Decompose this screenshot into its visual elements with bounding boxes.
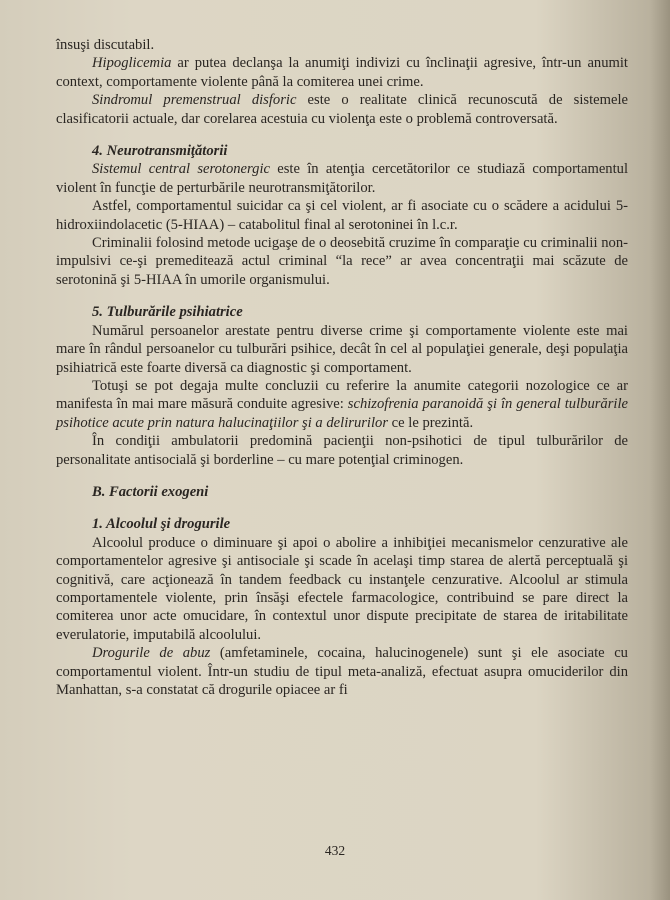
italic-text: Hipoglicemia	[92, 55, 172, 72]
body-paragraph	[56, 91, 628, 128]
body-paragraph	[56, 36, 628, 54]
italic-text: Sindromul premenstrual disforic	[92, 92, 297, 109]
section-spacer	[56, 469, 628, 483]
section-heading: B. Factorii exogeni	[92, 483, 209, 500]
paragraph-text: În condiţii ambulatorii predomină pacienţii non-psihotici de tipul tulburărilor de personalitate antisocială şi borderline – cu mare potenţial criminogen.	[56, 433, 628, 468]
paragraph-text: Numărul persoanelor arestate pentru diverse crime şi comportamente violente este mai mare în rândul persoanelor cu tulburări psihice, decât în cel al populaţiei generale, deşi populaţia psihiatrică este foarte diversă ca diagnostic şi comportament.	[56, 322, 628, 376]
page-number: 432	[324, 842, 346, 858]
paragraph-text: Totuşi se pot degaja multe concluzii cu referire la anumite categorii nozologice ce ar manifesta în mai mare măsură conduite agresive:	[56, 377, 628, 413]
section-spacer	[56, 128, 628, 142]
body-paragraph	[56, 534, 628, 644]
paragraph-text: Alcoolul produce o diminuare şi apoi o abolire a inhibiţiei mecanismelor cenzurative ale comportamentelor agresive şi antisociale şi scade în acelaşi timp starea de alertă perceptuală şi cognitivă, care acţionează în tandem feedback cu instanţele cenzurative. Alcoolul ar stimula comportamentele violente, prin însăşi efectele farmacologice, contribuind se pare direct la comiterea unor acte omucidare, în contextul unor dispute precipitate de starea de iritabilitate everulatorie, imputabilă alcoolului.	[56, 534, 628, 643]
paragraph-text: este în atenţia cercetătorilor ce studiază comportamentul violent în funcţie de perturbările neurotransmiţătorilor.	[56, 161, 628, 196]
paragraph-text: (amfetaminele, cocaina, halucinogenele) sunt şi ele asociate cu comportamentul violent. Într-un studiu de tipul meta-analiză, efectuat asupra omuciderilor din Manhattan, s-a constatat că drogurile opiacee ar fi	[56, 645, 628, 698]
paragraph-text: însuşi discutabil.	[56, 37, 155, 53]
body-paragraph	[56, 160, 628, 197]
paragraph-text: ar putea declanşa la anumiţi indivizi cu înclinaţii agresive, într-un anumit context, comportamente violente până la comiterea unei crime.	[56, 55, 628, 90]
italic-text: Sistemul central serotonergic	[92, 161, 271, 178]
body-paragraph	[56, 54, 628, 91]
italic-text: schizofrenia paranoidă şi în general tulburările psihotice acute prin natura halucinaţiilor şi a delirurilor	[56, 396, 628, 431]
body-paragraph	[56, 234, 628, 289]
body-paragraph	[56, 322, 628, 377]
page-body	[56, 36, 628, 699]
section-heading: 5. Tulburările psihiatrice	[92, 304, 243, 321]
section-spacer	[56, 289, 628, 303]
body-paragraph	[56, 377, 628, 432]
section-spacer	[56, 501, 628, 515]
section-heading: 4. Neurotransmiţătorii	[92, 143, 228, 160]
paragraph-text: ce le prezintă.	[388, 414, 474, 431]
body-paragraph	[56, 432, 628, 469]
italic-text: Drogurile de abuz	[92, 645, 211, 662]
section-heading: 1. Alcoolul şi drogurile	[92, 516, 231, 533]
paragraph-text: Criminalii folosind metode ucigaşe de o deosebită cruzime în comparaţie cu criminalii non-impulsivi ce-şi premeditează actul criminal “la rece” ar avea concentraţii mai scăzute de serotonină şi 5-HIAA în umorile organismului.	[56, 235, 628, 288]
body-paragraph	[56, 644, 628, 699]
paragraph-text: Astfel, comportamentul suicidar ca şi cel violent, ar fi asociate cu o scădere a acidului 5-hidroxiindolacetic (5-HIAA) – catabolitul final al serotoninei în l.c.r.	[56, 198, 628, 233]
paragraph-text: este o realitate clinică recunoscută de sistemele clasificatorii actuale, dar corelarea acestuia cu violenţa este o problemă controversată.	[56, 92, 628, 127]
body-paragraph	[56, 197, 628, 234]
